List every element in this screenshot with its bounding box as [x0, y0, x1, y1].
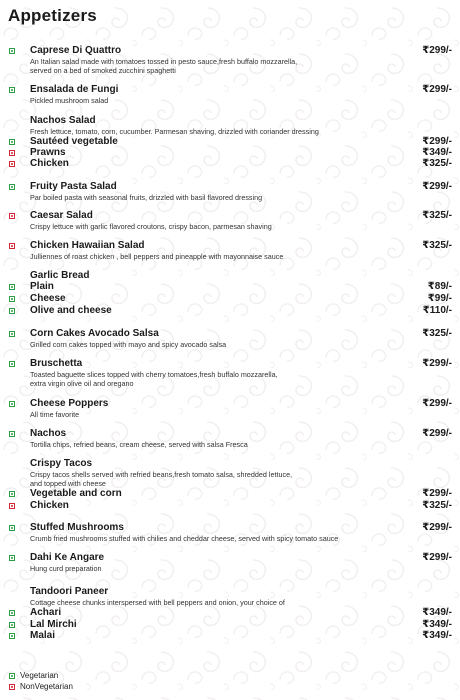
legend-nonveg	[0, 681, 200, 693]
menu-item-price: ₹299/-	[422, 428, 452, 439]
veg-marker-icon	[9, 622, 15, 628]
nonveg-marker-icon	[9, 150, 15, 156]
menu-item-name: Chicken	[30, 158, 69, 169]
menu-item-description: Pickled mushroom salad	[30, 96, 109, 105]
menu-item-price: ₹299/-	[422, 181, 452, 192]
menu-item-price: ₹299/-	[422, 45, 452, 56]
menu-item-description: Crispy lettuce with garlic flavored croutons, crispy bacon, parmesan shaving	[30, 222, 272, 231]
veg-marker-icon	[9, 87, 15, 93]
menu-item-name: Caesar Salad	[30, 210, 93, 221]
menu-item-price: ₹299/-	[422, 358, 452, 369]
menu-item-caprese	[0, 45, 460, 57]
menu-item-nachos	[0, 428, 460, 440]
menu-item-description: Tortilla chips, refried beans, cream cheese, served with salsa Fresca	[30, 440, 248, 449]
menu-item-plain	[0, 281, 460, 293]
menu-item-description: All time favorite	[30, 410, 80, 419]
menu-item-description: Toasted baguette slices topped with cherry tomatoes,fresh buffalo mozzarella,	[30, 370, 278, 379]
nonveg-marker-icon	[9, 213, 15, 219]
veg-marker-icon	[9, 401, 15, 407]
menu-item-description: Crumb fried mushrooms stuffed with chilies and cheddar cheese, served with spicy tomato sauce	[30, 534, 339, 543]
menu-item-name: Fruity Pasta Salad	[30, 181, 117, 192]
menu-item-name: Crispy Tacos	[30, 458, 93, 469]
menu-item-olive-cheese	[0, 305, 460, 317]
menu-item-price: ₹349/-	[422, 607, 452, 618]
menu-item-price: ₹299/-	[422, 488, 452, 499]
menu-item-achari	[0, 607, 460, 619]
menu-item-description: Cottage cheese chunks interspersed with bell peppers and onion, your choice of	[30, 598, 285, 607]
menu-item-price: ₹299/-	[422, 84, 452, 95]
menu-item-description: An Italian salad made with tomatoes tossed in pesto sauce,fresh buffalo mozzarella,	[30, 57, 298, 66]
menu-item-price: ₹299/-	[422, 136, 452, 147]
menu-item-name: Caprese Di Quattro	[30, 45, 122, 56]
menu-item-price: ₹299/-	[422, 552, 452, 563]
menu-item-name: Achari	[30, 607, 62, 618]
menu-item-description: Grilled corn cakes topped with mayo and spicy avocado salsa	[30, 340, 227, 349]
menu-item-name: Dahi Ke Angare	[30, 552, 105, 563]
legend-nonveg-label: NonVegetarian	[20, 682, 73, 691]
veg-marker-icon	[9, 431, 15, 437]
menu-item-nachos-salad	[0, 115, 460, 127]
menu-item-fruity-pasta	[0, 181, 460, 193]
nonveg-marker-icon	[9, 503, 15, 509]
menu-item-price: ₹349/-	[422, 630, 452, 641]
menu-item-name: Olive and cheese	[30, 305, 112, 316]
veg-marker-icon	[9, 491, 15, 497]
menu-item-chicken-2	[0, 500, 460, 512]
menu-item-price: ₹89/-	[427, 281, 452, 292]
menu-item-name: Corn Cakes Avocado Salsa	[30, 328, 159, 339]
menu-item-chicken-1	[0, 158, 460, 170]
menu-item-price: ₹325/-	[422, 328, 452, 339]
page-title: Appetizers	[8, 6, 97, 25]
menu-item-price: ₹325/-	[422, 500, 452, 511]
menu-item-chicken-hawaiian	[0, 240, 460, 252]
menu-item-corn-cakes	[0, 328, 460, 340]
menu-item-description: Hung curd preparation	[30, 564, 102, 573]
menu-item-description: Julliennes of roast chicken , bell peppers and pineapple with mayonnaise sauce	[30, 252, 284, 261]
menu-item-name: Stuffed Mushrooms	[30, 522, 124, 533]
menu-item-dahi-ke-angare	[0, 552, 460, 564]
menu-item-name: Cheese	[30, 293, 66, 304]
menu-item-name: Vegetable and corn	[30, 488, 122, 499]
veg-marker-icon	[9, 139, 15, 145]
menu-item-price: ₹299/-	[422, 522, 452, 533]
menu-item-cheese-poppers	[0, 398, 460, 410]
menu-item-name: Chicken	[30, 500, 69, 511]
menu-item-price: ₹349/-	[422, 619, 452, 630]
menu-item-crispy-tacos	[0, 458, 460, 470]
veg-marker-icon	[9, 48, 15, 54]
menu-item-malai	[0, 630, 460, 642]
menu-item-description: served on a bed of smoked zucchini spaghetti	[30, 66, 176, 75]
menu-item-price: ₹325/-	[422, 240, 452, 251]
menu-item-name: Bruschetta	[30, 358, 83, 369]
menu-item-name: Cheese Poppers	[30, 398, 109, 409]
menu-item-tandoori-paneer	[0, 586, 460, 598]
menu-item-ensalada	[0, 84, 460, 96]
menu-item-name: Sautéed vegetable	[30, 136, 118, 147]
menu-item-bruschetta	[0, 358, 460, 370]
menu-item-name: Prawns	[30, 147, 66, 158]
menu-item-description: extra virgin olive oil and oregano	[30, 379, 134, 388]
menu-item-price: ₹110/-	[422, 305, 452, 316]
veg-marker-icon	[9, 331, 15, 337]
menu-item-stuffed-mushrooms	[0, 522, 460, 534]
menu-item-price: ₹299/-	[422, 398, 452, 409]
menu-item-name: Ensalada de Fungi	[30, 84, 119, 95]
nonveg-marker-icon	[9, 243, 15, 249]
veg-marker-icon	[9, 361, 15, 367]
menu-item-name: Plain	[30, 281, 54, 292]
menu-item-name: Chicken Hawaiian Salad	[30, 240, 145, 251]
veg-marker-icon	[9, 610, 15, 616]
veg-marker-icon	[9, 525, 15, 531]
veg-marker-icon	[9, 184, 15, 190]
menu-item-name: Malai	[30, 630, 56, 641]
menu-item-name: Tandoori Paneer	[30, 586, 109, 597]
menu-item-cheese	[0, 293, 460, 305]
menu-item-description: Par boiled pasta with seasonal fruits, drizzled with basil flavored dressing	[30, 193, 263, 202]
menu-item-price: ₹325/-	[422, 210, 452, 221]
menu-item-description: Fresh lettuce, tomato, corn, cucumber. Parmesan shaving, drizzled with coriander dressing	[30, 127, 319, 136]
veg-marker-icon	[9, 555, 15, 561]
menu-item-description: Crispy tacos shells served with refried beans,fresh tomato salsa, shredded lettuce,	[30, 470, 293, 479]
veg-marker-icon	[9, 284, 15, 290]
menu-item-name: Lal Mirchi	[30, 619, 77, 630]
veg-marker-icon	[9, 296, 15, 302]
menu-item-price: ₹325/-	[422, 158, 452, 169]
legend-veg-label: Vegetarian	[20, 671, 59, 680]
menu-item-description: and topped with cheese	[30, 479, 106, 488]
menu-item-name: Garlic Bread	[30, 270, 90, 281]
veg-marker-icon	[9, 308, 15, 314]
menu-item-veg-corn	[0, 488, 460, 500]
menu-item-name: Nachos	[30, 428, 67, 439]
nonveg-marker-icon	[9, 684, 15, 690]
veg-marker-icon	[9, 673, 15, 679]
nonveg-marker-icon	[9, 161, 15, 167]
menu-item-name: Nachos Salad	[30, 115, 96, 126]
veg-marker-icon	[9, 633, 15, 639]
menu-item-price: ₹99/-	[427, 293, 452, 304]
menu-item-price: ₹349/-	[422, 147, 452, 158]
menu-item-caesar	[0, 210, 460, 222]
